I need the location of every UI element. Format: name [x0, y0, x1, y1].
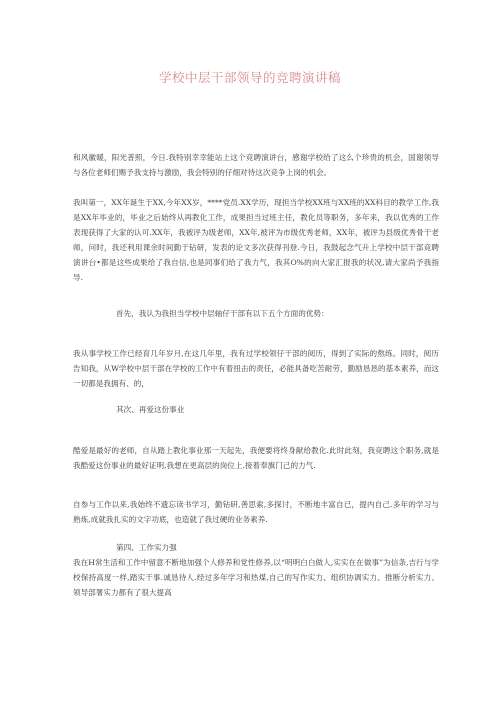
- paragraph-ability: 我在H常生活和工作中留意不断地加强个人修养和党性修养,以“明明白白做人,实实在在做事”为信条,吉行与学校保持高度一样,踏实干事.诚恳待人.经过多年学习和热煤,自己的写作实力、组织协调实力、推断分析实力、领导部署实力都有了很大提高: [73, 558, 439, 597]
- paragraph-introduction: 我叫第一，XX年诞生于XX,今年XX岁，****党员.XX学历，现担当学校XX班与XX班的XX科目的教学工作,我是XX年毕业的，毕业之后始终从再教化工作，成果担当过班主任，教化员等职务，多年来，我以优秀的工作表现获得了大家的认可.XX年，我被评为级老师，XX年,被评为市级优秀老师，XX年，被评为县级优秀骨干老师，问时，我还利用课余时间勤于钻研，发表的论文多次获得刊登.今日，我鼓起念气升上学校中层干部竞聘演讲台•都是这些成果给了我自信,也是同事们给了我力气，我其O%的向大家汇报我的状况,请大家尚予我指导.: [73, 198, 439, 282]
- paragraph-heading-fourth: 第四、工作实力强: [116, 543, 177, 552]
- paragraph-study: 自参与工作以来,我始终不遗忘读书学习，勤钻研,善思索,多探讨，不断地丰富自已，提内自己.多年的学习与熟炼,成就我扎实的文字功底，也造就了我过硬的业务素养.: [73, 500, 439, 524]
- paragraph-opening: 和风徽暖，阳光普照，今日.我特别幸幸能站上这个竞聘演讲台，感谢学校给了这么个珍贵的机会，国谢领导与各位老师们赐予我支持与激励，我会特别的仔细对待这次竞争上岗的机会。: [73, 153, 439, 177]
- paragraph-heading-second: 其次、再爱这份事业: [116, 405, 185, 414]
- paragraph-passion: 酷爱是最好的老师，自从踏上教化事业那一天起先，我便要将终身献给教化.此时此刻，我竞聘这个职务,就是我酷爱这份事业的最好证明,我想在更高层的岗位上.接着奉旗门己的力气.: [73, 446, 439, 470]
- paragraph-experience: 我从事学校工作已经育几年岁月,在这几年里，我有过学校领仔干部的阅历，得到了实际的熬练。同时，阅历告知我，从W学校中层干部在学校的工作中有着扭击的责任，必能具备吃苦耐劳，勤励恳恳的基本素养，而这一切都是我拥有、的，: [73, 349, 439, 388]
- paragraph-advantages-lead: 首先，我认为我担当学校中层轴仔干部有以下五个方面的优势：: [116, 309, 329, 318]
- document-title: 学校中层干部领导的竞聘演讲稿: [158, 70, 341, 85]
